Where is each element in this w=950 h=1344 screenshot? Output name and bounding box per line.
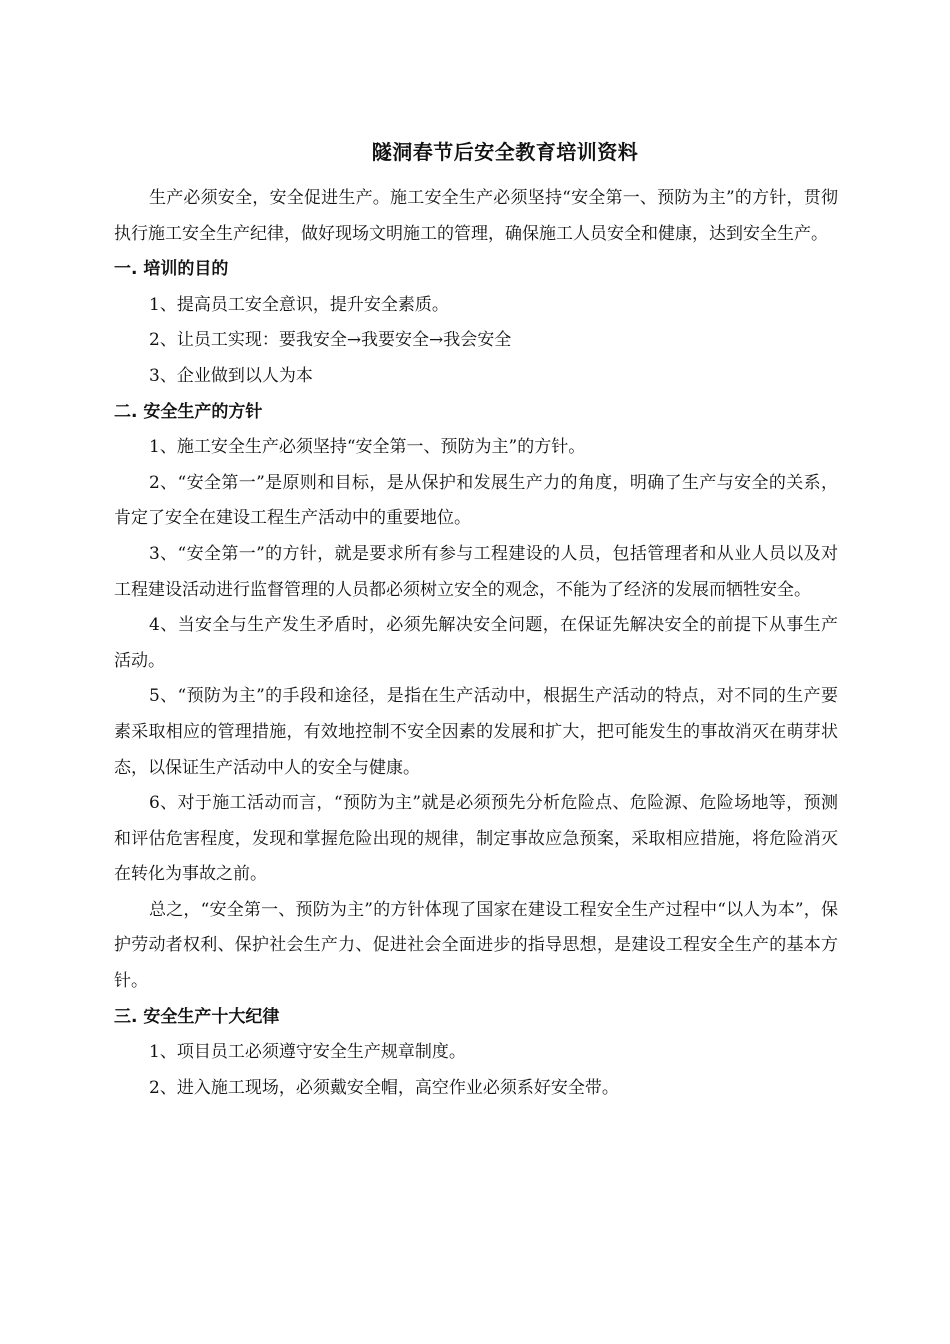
section-3-item-1: 1、项目员工必须遵守安全生产规章制度。 xyxy=(149,1042,466,1063)
section-2-item-4: 4、当安全与生产发生矛盾时，必须先解决安全问题，在保证先解决安全的前提下从事生产活动。 xyxy=(114,615,838,671)
section-2-item-1: 1、施工安全生产必须坚持“安全第一、预防为主”的方针。 xyxy=(149,437,586,458)
document-body xyxy=(114,181,838,1106)
section-2-item-3: 3、“安全第一”的方针，就是要求所有参与工程建设的人员，包括管理者和从业人员以及对工程建设活动进行监督管理的人员都必须树立安全的观念，不能为了经济的发展而牺牲安全。 xyxy=(114,543,838,600)
section-3-heading: 三. 安全生产十大纪律 xyxy=(114,1006,280,1027)
section-2-item-6: 6、对于施工活动而言，“预防为主”就是必须预先分析危险点、危险源、危险场地等，预测和评估危害程度，发现和掌握危险出现的规律，制定事故应急预案，采取相应措施，将危险消灭在转化为事故之前。 xyxy=(114,793,838,885)
section-2-item-2: 2、“安全第一”是原则和目标，是从保护和发展生产力的角度，明确了生产与安全的关系，肯定了安全在建设工程生产活动中的重要地位。 xyxy=(114,472,838,529)
section-1-item-1: 1、提高员工安全意识，提升安全素质。 xyxy=(149,294,449,315)
section-1-heading: 一. 培训的目的 xyxy=(114,259,229,280)
section-1-item-3: 3、企业做到以人为本 xyxy=(149,365,313,386)
document-title: 隧洞春节后安全教育培训资料 xyxy=(371,140,639,164)
section-2-heading: 二. 安全生产的方针 xyxy=(114,401,263,422)
section-1-item-2: 2、让员工实现：要我安全→我要安全→我会安全 xyxy=(149,330,512,351)
intro-paragraph: 生产必须安全，安全促进生产。施工安全生产必须坚持“安全第一、预防为主”的方针，贯彻执行施工安全生产纪律，做好现场文明施工的管理，确保施工人员安全和健康，达到安全生产。 xyxy=(114,188,838,244)
section-3-item-2: 2、进入施工现场，必须戴安全帽，高空作业必须系好安全带。 xyxy=(149,1077,619,1098)
section-2-item-5: 5、“预防为主”的手段和途径，是指在生产活动中，根据生产活动的特点，对不同的生产要素采取相应的管理措施，有效地控制不安全因素的发展和扩大，把可能发生的事故消灭在萌芽状态，以保证生产活动中人的安全与健康。 xyxy=(114,686,838,778)
section-2-summary: 总之，“安全第一、预防为主”的方针体现了国家在建设工程安全生产过程中“以人为本”，保护劳动者权利、保护社会生产力、促进社会全面进步的指导思想，是建设工程安全生产的基本方针。 xyxy=(114,899,838,992)
